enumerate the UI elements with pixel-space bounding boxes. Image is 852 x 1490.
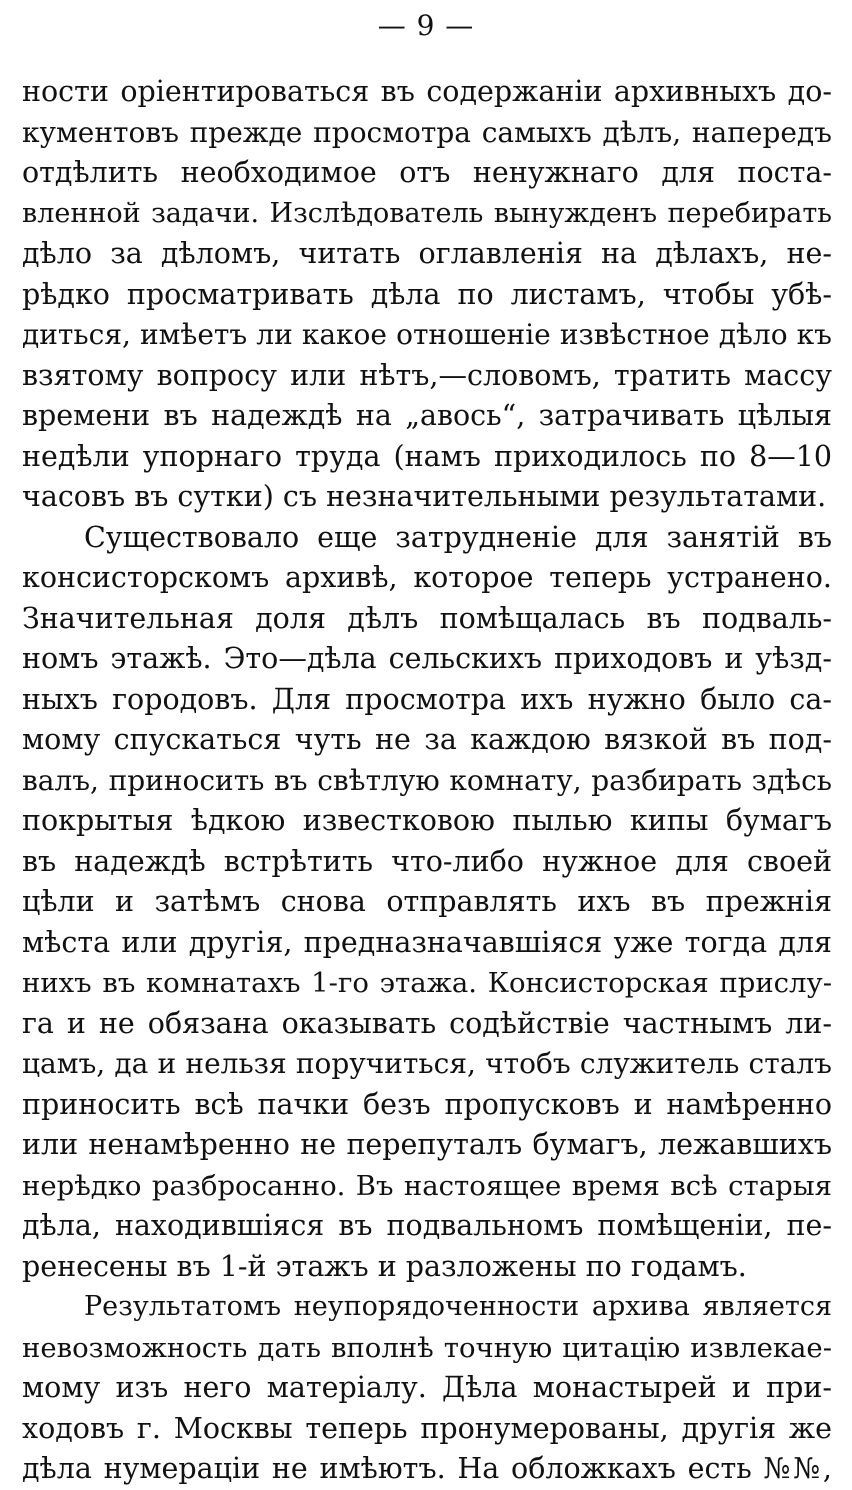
text-line: взятому вопросу или нѣтъ,—словомъ, тратить массу [22,358,832,392]
text-line: Существовало еще затрудненіе для занятій въ [84,520,832,554]
text-line: номъ этажѣ. Это—дѣла сельскихъ приходовъ и уѣзд- [22,642,832,675]
text-line: мому спускаться чуть не за каждою вязкой въ под- [22,723,832,756]
text-line: дѣло за дѣломъ, читать оглавленія на дѣлахъ, не- [22,237,832,270]
text-line: нерѣдко разбросанно. Въ настоящее время всѣ старыя [22,1169,832,1202]
text-line: часовъ въ сутки) съ незначительными результатами. [22,480,827,513]
text-line: Результатомъ неупорядоченности архива является [84,1291,832,1322]
text-line: времени въ надеждѣ на „авось“, затрачивать цѣлыя [22,399,832,432]
text-line: въ надеждѣ встрѣтить что-либо нужное для своей [22,844,832,878]
text-line: ходовъ г. Москвы теперь пронумерованы, другія же [22,1411,832,1445]
text-line: консисторскомъ архивѣ, которое теперь устранено. [22,561,832,594]
text-line: вленной задачи. Изслѣдователь вынужденъ перебирать [22,197,832,229]
text-line: мому изъ него матеріалу. Дѣла монастырей и при- [22,1371,832,1404]
text-line: отдѣлить необходимое отъ ненужнаго для поста- [22,156,832,189]
text-line: недѣли упорнаго труда (намъ приходилось по 8—10 [22,439,832,473]
text-line: цѣли и затѣмъ снова отправлять ихъ въ прежнія [22,885,832,918]
text-line: валъ, приносить въ свѣтлую комнату, разбирать здѣсь [22,763,832,797]
text-line: дѣла нумераціи не имѣютъ. На обложкахъ есть №№, [22,1452,832,1485]
text-line: га и не обязана оказывать содѣйствіе частнымъ ли- [22,1006,832,1040]
text-line: рѣдко просматривать дѣла по листамъ, чтобы убѣ- [22,277,832,311]
body-text [22,72,832,1490]
text-line: мѣста или другія, предназначавшіяся уже тогда для [22,925,832,959]
text-line: ренесены въ 1-й этажъ и разложены по годамъ. [22,1249,747,1283]
text-line: или ненамѣренно не перепуталъ бумагъ, лежавшихъ [22,1128,832,1161]
text-line: диться, имѣетъ ли какое отношеніе извѣстное дѣло къ [22,318,832,351]
text-line: покрытыя ѣдкою известковою пылью кипы бумагъ [22,804,832,837]
text-line: ности оріентироваться въ содержаніи архивныхъ до- [22,75,832,108]
text-line: невозможность дать вполнѣ точную цитацію извлекае- [22,1331,832,1364]
text-line: дѣла, находившіяся въ подвальномъ помѣщеніи, пе- [22,1209,832,1242]
text-line: ныхъ городовъ. Для просмотра ихъ нужно было са- [22,682,832,716]
text-line: Значительная доля дѣлъ помѣщалась въ подваль- [22,601,832,635]
text-line: нихъ въ комнатахъ 1-го этажа. Консисторская прислу- [22,967,832,999]
page-number: — 9 — [377,9,475,42]
text-line: кументовъ прежде просмотра самыхъ дѣлъ, напередъ [22,115,832,149]
text-line: цамъ, да и нельзя поручиться, чтобъ служитель сталъ [22,1047,832,1080]
text-line: приносить всѣ пачки безъ пропусковъ и намѣренно [22,1087,832,1121]
